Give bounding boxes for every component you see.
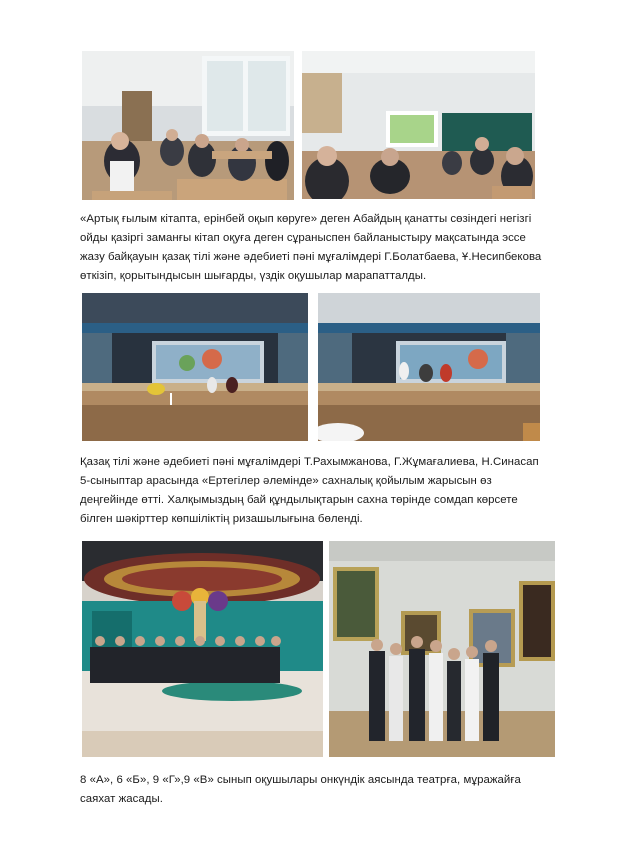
classroom-writing-photo	[82, 51, 294, 200]
paragraph-fairy-tale-contest: Қазақ тілі және әдебиеті пәні мұғалімдері Т.Рахымжанова, Г.Жұмағалиева, Н.Синасап 5-сыныптар арасында «Ертегілер әлемінде» сахналық қойылым жарысын өз деңгейінде өтті. Халқымыздың бай құндылықтарын сахна төрінде сомдап көрсете білген шәкірттер көпшіліктің ризашылығына бөленді.	[80, 456, 539, 525]
paragraph-theatre-museum-trip: 8 «А», 6 «Б», 9 «Г»,9 «В» сынып оқушылары онкүндік аясында театрға, мұражайға саяхат жасады.	[80, 774, 521, 805]
theatre-lobby-group-photo	[82, 541, 323, 757]
museum-gallery-group-photo	[329, 541, 555, 757]
stage-performance-photo-2	[318, 293, 540, 441]
paragraph-essay-contest: «Артық ғылым кітапта, ерінбей оқып көруге» деген Абайдың қанатты сөзіндегі негізгі ойды қазіргі заманғы кітап оқуға деген сұраныспен байланыстыру мақсатында эссе жазу байқауын қазақ тілі және әдебиеті пәні мұғалімдері Г.Болатбаева, Ұ.Несипбекова өткізіп, қорытындысын шығарды, үздік оқушылар марапатталды.	[80, 213, 542, 282]
classroom-presentation-photo	[302, 51, 535, 199]
stage-performance-photo-1	[82, 293, 308, 441]
